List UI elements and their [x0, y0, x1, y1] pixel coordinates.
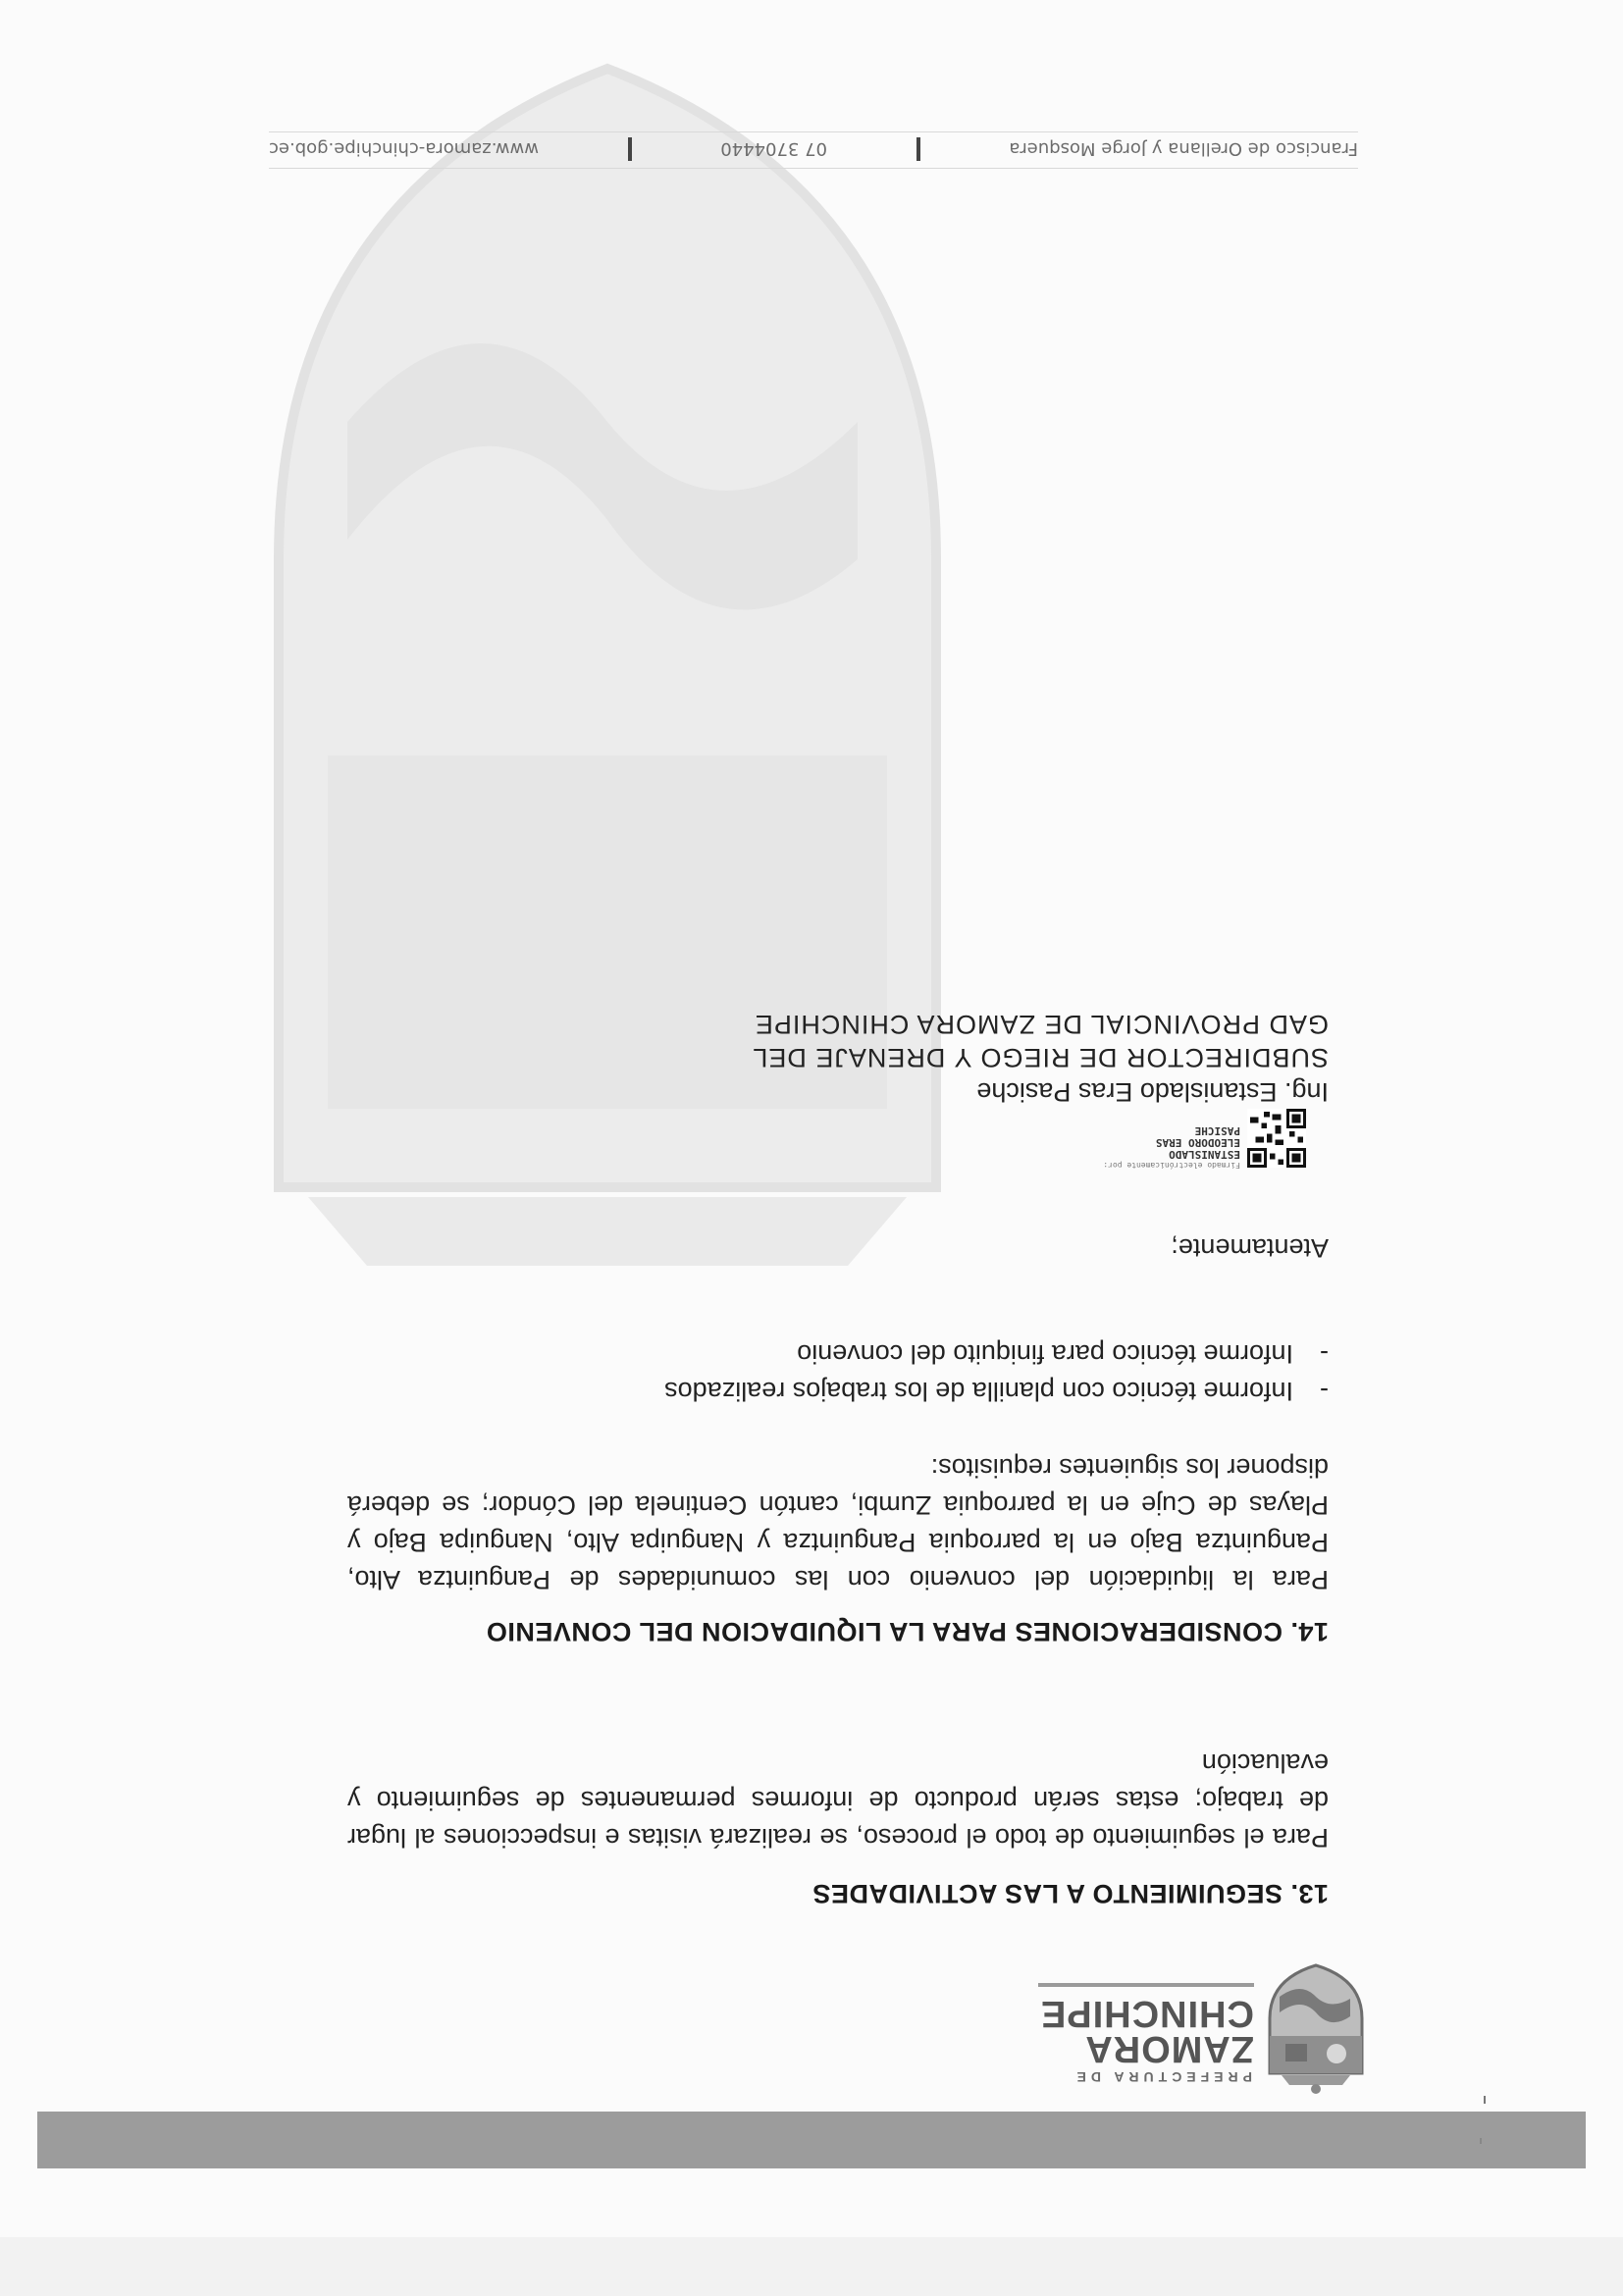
footer-separator	[628, 137, 632, 161]
logo-name-line1: ZAMORA	[1084, 2028, 1254, 2069]
scan-mark	[1484, 2096, 1486, 2104]
footer-phone: 07 3704440	[720, 138, 828, 160]
bullet-text: Informe técnico para finiquito del convenio	[797, 1339, 1293, 1369]
section-14-body: Para la liquidación del convenio con las comunidades de Panguintza Alto, Panguintza Bajo en la parroquia Panguintza y Nanguipa Alto, Nanguipa Bajo y Playas de Cuje en la parroquia Zumbi, cantón Centinela del Cóndor; se deberá disponer los siguientes requisitos:	[347, 1453, 1329, 1594]
signer-name-line3: PASICHE	[1194, 1124, 1240, 1137]
footer-separator	[916, 137, 920, 161]
signer-title-line1: SUBDIRECTOR DE RIEGO Y DRENAJE DEL	[752, 1043, 1329, 1072]
section-14-heading: 14. CONSIDERACIONES PARA LA LIQUIDACION DEL CONVENIO	[486, 1617, 1329, 1646]
closing: Atentamente;	[1171, 1233, 1329, 1263]
logo-prefix: PREFECTURA DE	[1072, 2069, 1252, 2085]
crest-icon	[1262, 1962, 1370, 2095]
logo-underline	[1038, 1983, 1254, 1987]
signer-title-line2: GAD PROVINCIAL DE ZAMORA CHINCHIPE	[754, 1010, 1329, 1039]
signature-note: Firmado electrónicamente por:	[1103, 1161, 1240, 1170]
top-margin	[0, 2237, 1623, 2296]
section-13-body: Para el seguimiento de todo el proceso, se realizará visitas e inspecciones al lugar de trabajo; estas serán producto de informes permanentes de seguimiento y evaluación	[347, 1748, 1329, 1852]
section-13-heading: 13. SEGUIMIENTO A LAS ACTIVIDADES	[812, 1879, 1329, 1908]
scan-mark	[1480, 2138, 1482, 2144]
bullet-text: Informe técnico con planilla de los trabajos realizados	[664, 1377, 1293, 1406]
signer-name-line1: ESTANISLADO	[1169, 1148, 1240, 1161]
qr-code-icon	[1247, 1109, 1306, 1168]
footer-rule	[269, 168, 1358, 169]
list-item: -Informe técnico para finiquito del convenio	[797, 1339, 1329, 1369]
crest-watermark-icon	[239, 29, 975, 1305]
signer-name: Ing. Estanislado Eras Pasiche	[976, 1077, 1329, 1107]
signer-name-line2: ELEODORO ERAS	[1155, 1136, 1240, 1149]
signature-stamp	[1103, 1124, 1240, 1170]
footer-address: Francisco de Orellana y Jorge Mosquera	[1009, 138, 1358, 160]
header-band	[37, 2112, 1586, 2168]
logo-name-line2: CHINCHIPE	[1039, 1993, 1254, 2034]
prefectura-logo	[1017, 1957, 1370, 2095]
footer-website: www.zamora-chinchipe.gob.ec	[269, 138, 539, 160]
footer-rule	[269, 131, 1358, 132]
footer	[269, 133, 1358, 165]
list-item: -Informe técnico con planilla de los trabajos realizados	[664, 1377, 1329, 1406]
